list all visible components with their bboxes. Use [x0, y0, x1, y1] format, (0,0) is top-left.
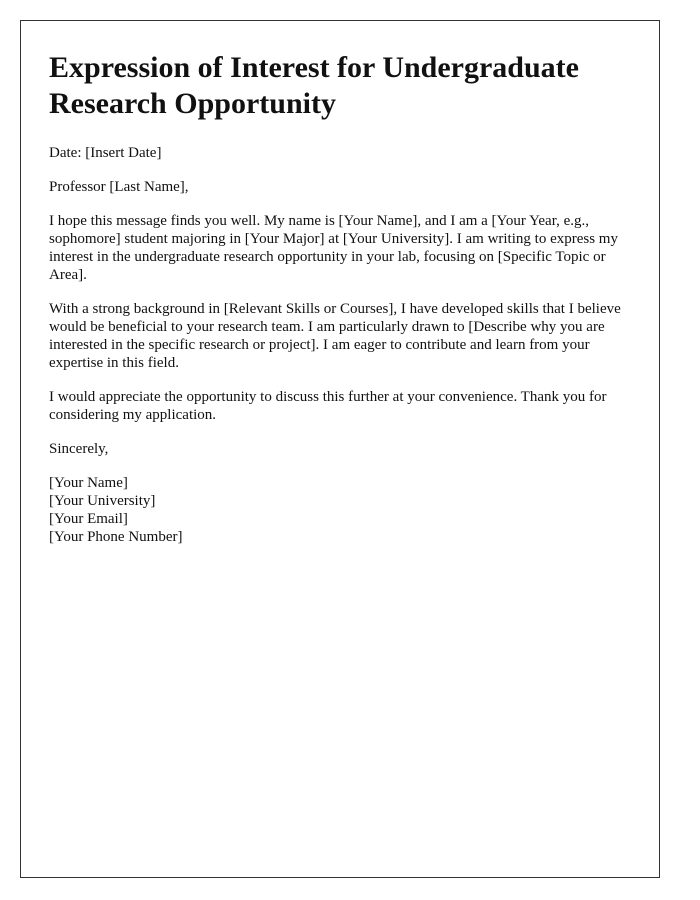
signature-block	[49, 474, 631, 546]
letter-title: Expression of Interest for Undergraduate Research Opportunity	[49, 51, 579, 120]
signature-email: [Your Email]	[49, 511, 128, 527]
closing-line: Sincerely,	[49, 441, 109, 457]
salutation: Professor [Last Name],	[49, 179, 189, 195]
body-paragraph-background: With a strong background in [Relevant Skills or Courses], I have developed skills that I believe would be beneficial to your research team. I am particularly drawn to [Describe why you are interested in the specific research or project]. I am eager to contribute and learn from your expertise in this field.	[49, 301, 621, 371]
signature-university: [Your University]	[49, 493, 156, 509]
signature-name: [Your Name]	[49, 475, 128, 491]
letter-page	[20, 20, 660, 878]
body-paragraph-intro: I hope this message finds you well. My name is [Your Name], and I am a [Your Year, e.g., sophomore] student majoring in [Your Major] at [Your University]. I am writing to express my interest in the undergraduate research opportunity in your lab, focusing on [Specific Topic or Area].	[49, 213, 618, 283]
signature-phone: [Your Phone Number]	[49, 529, 183, 545]
date-line: Date: [Insert Date]	[49, 145, 162, 161]
body-paragraph-closing: I would appreciate the opportunity to discuss this further at your convenience. Thank you for considering my application.	[49, 389, 607, 423]
